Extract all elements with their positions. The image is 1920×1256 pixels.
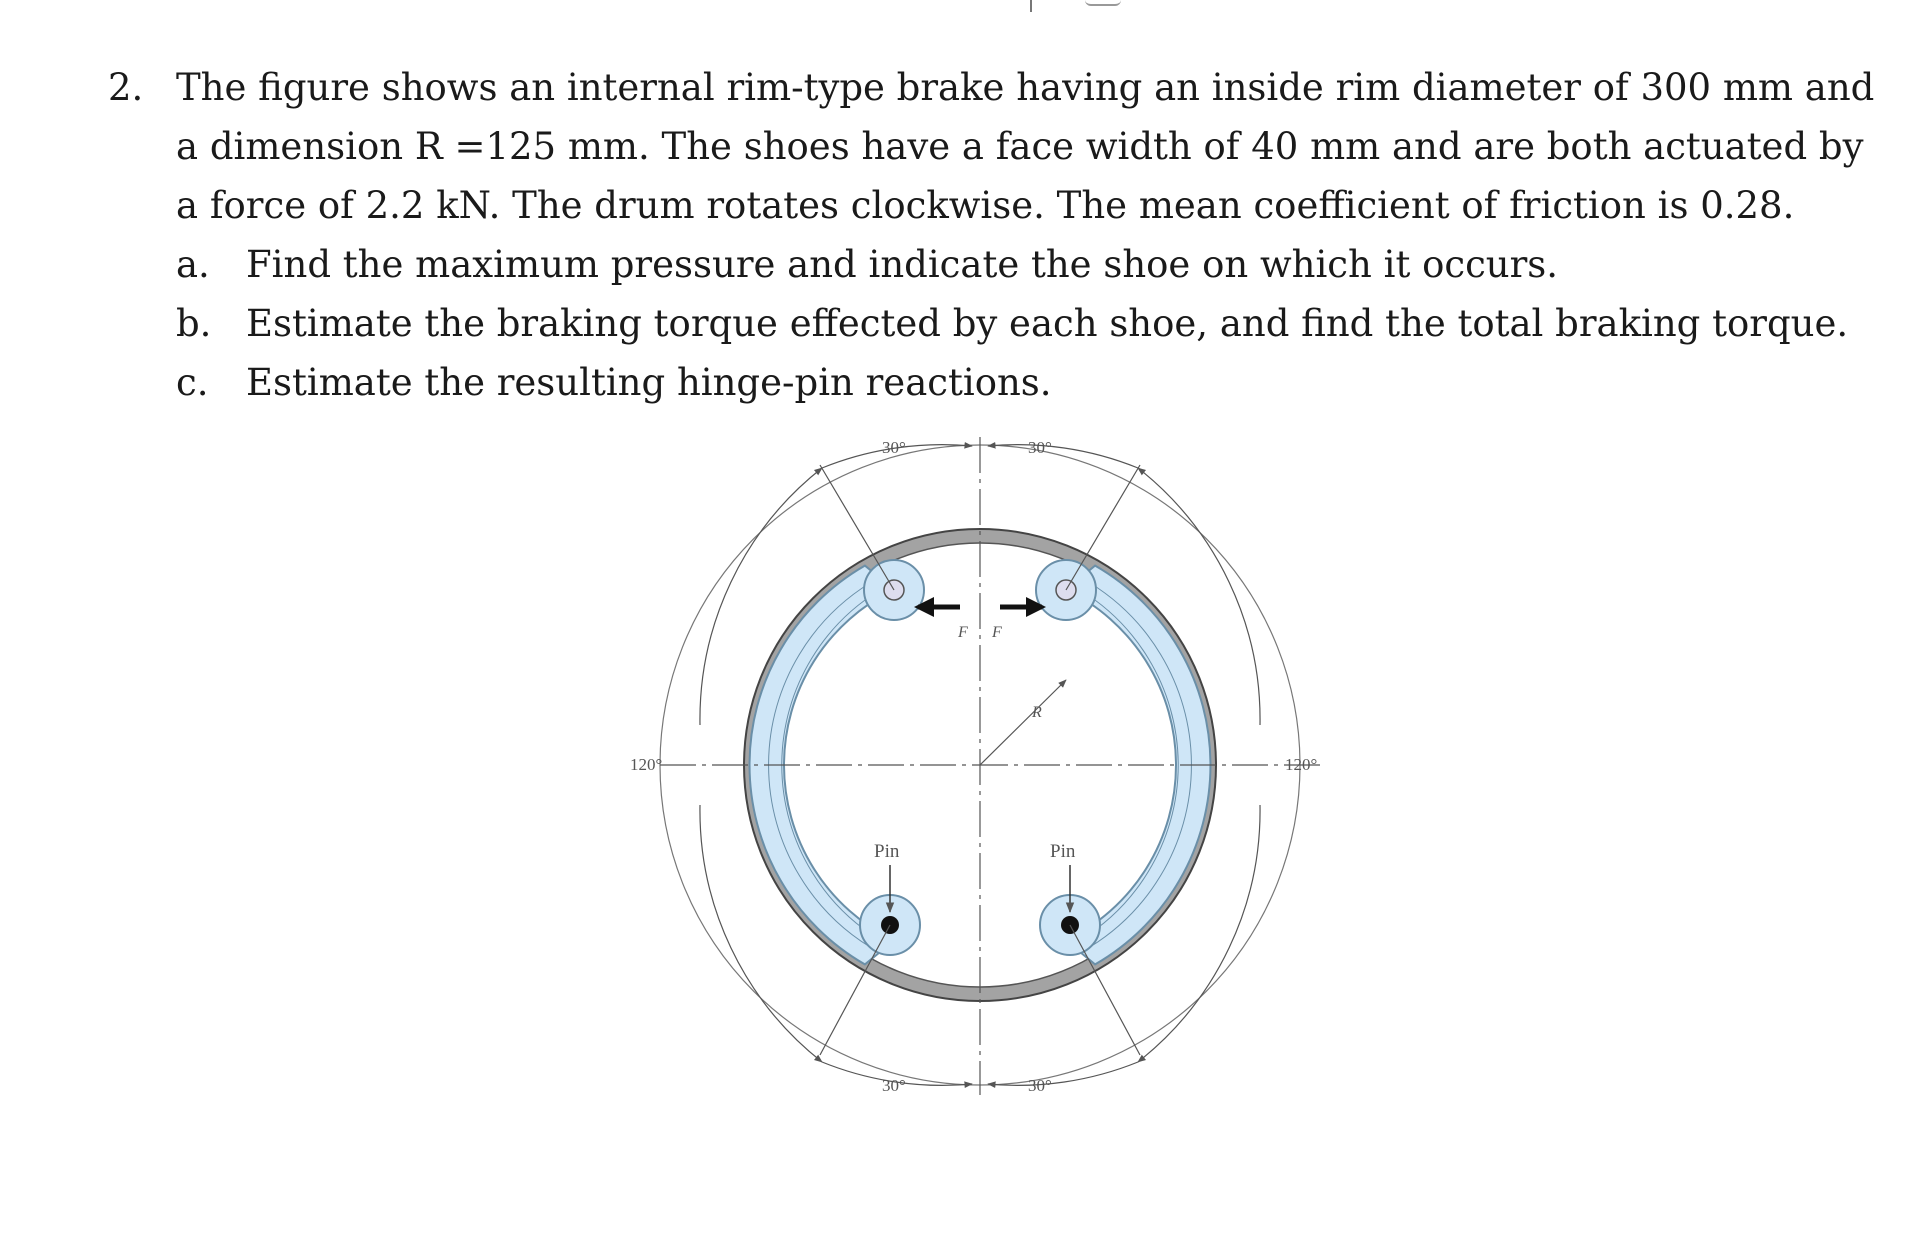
radius-label: R bbox=[1032, 704, 1042, 721]
sub-question-text: Estimate the resulting hinge-pin reactions. bbox=[246, 361, 1052, 404]
angle-label-bottom-right: 30° bbox=[1028, 1076, 1052, 1095]
sub-question-label: b. bbox=[176, 302, 212, 345]
force-label-right: F bbox=[992, 624, 1002, 641]
angle-label-top-left: 30° bbox=[882, 438, 906, 457]
question-number: 2. bbox=[108, 66, 144, 109]
pin-label-right: Pin bbox=[1050, 841, 1076, 862]
statement-line: a force of 2.2 kN. The drum rotates clockwise. The mean coefficient of friction is 0.28. bbox=[176, 184, 1795, 227]
top-edge-mark bbox=[1030, 0, 1032, 12]
sub-question-a bbox=[176, 235, 1876, 294]
sub-question-b bbox=[176, 294, 1876, 353]
sub-questions bbox=[176, 235, 1876, 412]
brake-diagram bbox=[600, 425, 1360, 1125]
sub-question-c bbox=[176, 353, 1876, 412]
angle-label-top-right: 30° bbox=[1028, 438, 1052, 457]
angle-label-right: 120° bbox=[1285, 755, 1318, 774]
force-label-left: F bbox=[958, 624, 968, 641]
sub-question-label: a. bbox=[176, 243, 210, 286]
statement-line: a dimension R =125 mm. The shoes have a face width of 40 mm and are both actuated by bbox=[176, 125, 1864, 168]
statement-line: The figure shows an internal rim-type brake having an inside rim diameter of 300 mm and bbox=[176, 66, 1875, 109]
sub-question-text: Estimate the braking torque effected by each shoe, and find the total braking torque. bbox=[246, 302, 1849, 345]
angle-label-bottom-left: 30° bbox=[882, 1076, 906, 1095]
top-edge-arc bbox=[1085, 0, 1121, 6]
angle-label-left: 120° bbox=[630, 755, 663, 774]
sub-question-text: Find the maximum pressure and indicate the shoe on which it occurs. bbox=[246, 243, 1559, 286]
pin-label-left: Pin bbox=[874, 841, 900, 862]
sub-question-label: c. bbox=[176, 361, 209, 404]
brake-figure bbox=[600, 425, 1360, 1125]
problem-statement bbox=[176, 58, 1876, 235]
